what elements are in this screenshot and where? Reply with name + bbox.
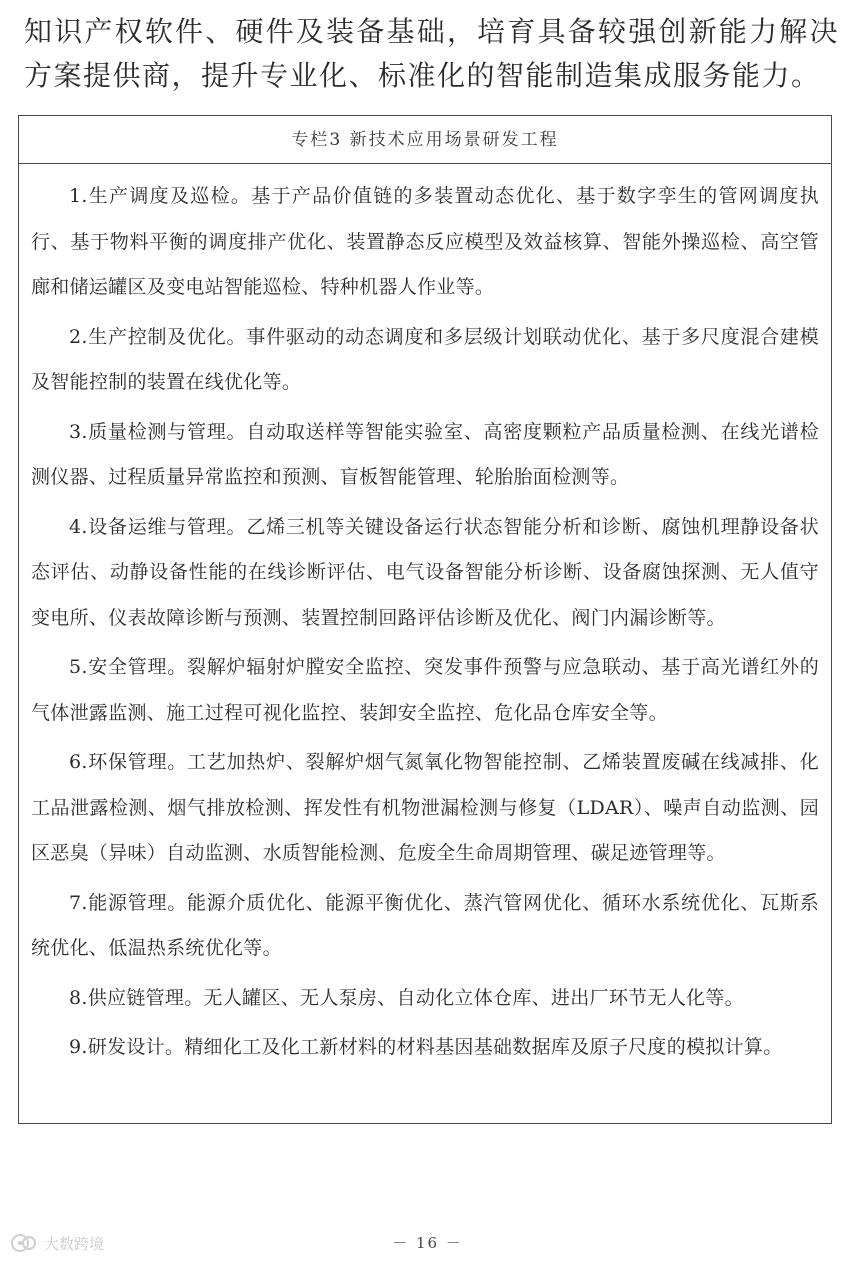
page-number: － 16 － xyxy=(392,1234,463,1252)
item-lead: 4.设备运维与管理。 xyxy=(69,515,247,538)
item-lead: 2.生产控制及优化。 xyxy=(69,325,247,348)
list-item xyxy=(31,1025,819,1071)
item-body: 工艺加热炉、裂解炉烟气氮氧化物智能控制、乙烯装置废碱在线减排、化工品泄露检测、烟气排放检测、挥发性有机物泄漏检测与修复（LDAR）、噪声自动监测、园区恶臭（异味）自动监测、水质智能检测、危废全生命周期管理、碳足迹管理等。 xyxy=(31,751,819,864)
list-item xyxy=(31,645,819,736)
list-item xyxy=(31,881,819,972)
item-body: 能源介质优化、能源平衡优化、蒸汽管网优化、循环水系统优化、瓦斯系统优化、低温热系统优化等。 xyxy=(31,891,819,959)
list-item xyxy=(31,410,819,501)
list-item xyxy=(31,740,819,877)
item-lead: 5.安全管理。 xyxy=(69,656,188,678)
item-lead: 3.质量检测与管理。 xyxy=(69,420,247,443)
item-body: 无人罐区、无人泵房、自动化立体仓库、进出厂环节无人化等。 xyxy=(203,986,744,1009)
list-item xyxy=(31,174,819,311)
item-body: 基于产品价值链的多装置动态优化、基于数字孪生的管网调度执行、基于物料平衡的调度排产优化、装置静态反应模型及效益核算、智能外操巡检、高空管廊和储运罐区及变电站智能巡检、特种机器人作业等。 xyxy=(31,185,819,298)
list-item xyxy=(31,976,819,1022)
column-title: 专栏3 新技术应用场景研发工程 xyxy=(19,116,831,164)
item-lead: 6.环保管理。 xyxy=(69,751,188,773)
item-body: 裂解炉辐射炉膛安全监控、突发事件预警与应急联动、基于高光谱红外的气体泄露监测、施工过程可视化监控、装卸安全监控、危化品仓库安全等。 xyxy=(31,656,819,724)
list-item xyxy=(31,505,819,642)
column-items xyxy=(19,164,831,1071)
column-box xyxy=(18,115,832,1124)
item-lead: 1.生产调度及巡检。 xyxy=(69,185,252,207)
intro-paragraph: 知识产权软件、硬件及装备基础，培育具备较强创新能力解决方案提供商，提升专业化、标准化的智能制造集成服务能力。 xyxy=(24,15,839,92)
item-lead: 7.能源管理。 xyxy=(69,891,188,914)
watermark-text: 大数跨境 xyxy=(44,1234,105,1253)
item-body: 自动取送样等智能实验室、高密度颗粒产品质量检测、在线光谱检测仪器、过程质量异常监控和预测、盲板智能管理、轮胎胎面检测等。 xyxy=(31,420,819,488)
list-item xyxy=(31,315,819,406)
item-lead: 8.供应链管理。 xyxy=(69,986,204,1009)
item-body: 事件驱动的动态调度和多层级计划联动优化、基于多尺度混合建模及智能控制的装置在线优化等。 xyxy=(31,325,819,393)
item-body: 精细化工及化工新材料的材料基因基础数据库及原子尺度的模拟计算。 xyxy=(184,1036,783,1058)
item-lead: 9.研发设计。 xyxy=(69,1036,185,1058)
item-body: 乙烯三机等关键设备运行状态智能分析和诊断、腐蚀机理静设备状态评估、动静设备性能的在线诊断评估、电气设备智能分析诊断、设备腐蚀探测、无人值守变电所、仪表故障诊断与预测、装置控制回路评估诊断及优化、阀门内漏诊断等。 xyxy=(31,515,819,629)
